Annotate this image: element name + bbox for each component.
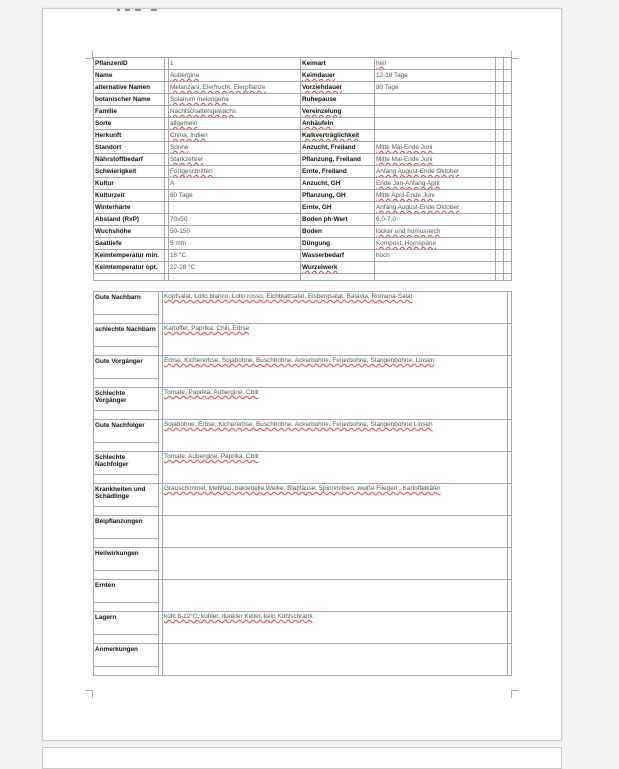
spacer-cell [508, 548, 512, 580]
property-row [94, 154, 512, 166]
property-row [94, 238, 512, 250]
note-row [94, 548, 512, 571]
property-label[interactable]: alternative Namen [94, 82, 165, 94]
note-value[interactable]: Erbse, Kichererbse, Sojabohne, Buschbohne, Ackerbohne, Feuerbohne, Stangenbohne, Linsen [163, 356, 508, 388]
note-value[interactable] [163, 516, 508, 548]
property-value[interactable]: locker und humusreich [375, 226, 496, 238]
property-row [94, 262, 512, 274]
spacer-cell[interactable] [496, 58, 504, 70]
spacer-cell [94, 507, 159, 516]
property-label[interactable]: Ernte, GH [301, 202, 375, 214]
note-label[interactable]: Krankheiten und Schädlinge [94, 484, 159, 507]
spacer-cell [169, 274, 301, 281]
ruler-mark [125, 9, 130, 11]
spacer-cell[interactable] [496, 154, 504, 166]
note-value[interactable]: Kartoffel, Paprika, Chili, Erbse [163, 324, 508, 356]
property-value[interactable] [375, 94, 496, 106]
property-label[interactable]: Vorziehdauer [301, 82, 375, 94]
spacer-cell[interactable] [504, 70, 512, 82]
note-value[interactable]: Sojabohne, Erbse, Kichererbse, Buschbohne, Ackerbohne, Feuerbohne, Stangenbohne Linsen [163, 420, 508, 452]
spacer-cell [508, 580, 512, 612]
spacer-cell [94, 315, 159, 324]
property-value[interactable]: Anfang August-Ende Oktober [375, 202, 496, 214]
spacer-cell [508, 452, 512, 484]
note-label[interactable]: schlechte Nachbarn [94, 324, 159, 347]
property-label[interactable]: Boden ph-Wert [301, 214, 375, 226]
spacer-cell [508, 516, 512, 548]
spacer-cell[interactable] [504, 238, 512, 250]
property-value[interactable]: 6,0-7,0 [375, 214, 496, 226]
property-row [94, 82, 512, 94]
property-label[interactable]: Keimdauer [301, 70, 375, 82]
property-value[interactable]: Melanzani, Eierfrucht, Eierpflanze [169, 82, 301, 94]
note-value[interactable] [163, 548, 508, 580]
spacer-cell [508, 612, 512, 644]
property-label[interactable]: Pflanzung, GH [301, 190, 375, 202]
property-value[interactable]: Fortgeschritten [169, 166, 301, 178]
spacer-cell[interactable] [496, 94, 504, 106]
property-row [94, 166, 512, 178]
property-label[interactable]: Ruhepause [301, 94, 375, 106]
plant-notes-table [93, 291, 512, 676]
document-page [42, 8, 562, 741]
property-label[interactable]: Name [94, 70, 165, 82]
property-value[interactable]: Aubergine [169, 70, 301, 82]
spacer-cell[interactable] [496, 166, 504, 178]
property-value[interactable] [169, 202, 301, 214]
empty-row [94, 274, 512, 281]
note-row [94, 452, 512, 475]
property-label[interactable]: Düngung [301, 238, 375, 250]
note-value[interactable]: Tomate, Paprika, Aubergine, Chili [163, 388, 508, 420]
spacer-cell [94, 411, 159, 420]
crop-mark [511, 690, 519, 698]
spacer-cell [94, 635, 159, 644]
note-value[interactable] [163, 644, 508, 676]
spacer-cell[interactable] [496, 178, 504, 190]
property-value[interactable]: Mitte April-Ende Juni [375, 190, 496, 202]
spacer-cell[interactable] [504, 262, 512, 274]
property-label[interactable]: Keimtemperatur opt. [94, 262, 165, 274]
property-row [94, 190, 512, 202]
property-row [94, 94, 512, 106]
note-label[interactable]: Heilwirkungen [94, 548, 159, 571]
property-label[interactable]: Kulturzeit [94, 190, 165, 202]
note-label[interactable]: Lagern [94, 612, 159, 635]
spacer-cell [508, 292, 512, 324]
property-label[interactable]: Sorte [94, 118, 165, 130]
note-row [94, 516, 512, 539]
spacer-cell[interactable] [504, 226, 512, 238]
spacer-cell[interactable] [504, 202, 512, 214]
property-row [94, 142, 512, 154]
property-label[interactable]: Schwierigkeit [94, 166, 165, 178]
spacer-cell[interactable] [496, 190, 504, 202]
property-value[interactable]: 80 Tage [169, 190, 301, 202]
property-row [94, 250, 512, 262]
property-value[interactable] [375, 130, 496, 142]
note-row [94, 484, 512, 507]
property-label[interactable]: Nährstoffbedarf [94, 154, 165, 166]
property-label[interactable]: Kalkverträglichkeit [301, 130, 375, 142]
note-row [94, 356, 512, 379]
property-label[interactable]: Vereinzelung [301, 106, 375, 118]
property-label[interactable]: Standort [94, 142, 165, 154]
spacer-cell [508, 356, 512, 388]
property-label[interactable]: Familie [94, 106, 165, 118]
note-value[interactable]: Kopfsalat, Lollo bianco, Lollo rosso, Eichblattsalat, Eisbergsalat, Batavia, Romana-Salat [163, 292, 508, 324]
property-value[interactable]: 50-150 [169, 226, 301, 238]
note-label[interactable]: Schlechte Vorgänger [94, 388, 159, 411]
property-row [94, 178, 512, 190]
note-label[interactable]: Schlechte Nachfolger [94, 452, 159, 475]
property-label[interactable]: Abstand (RxP) [94, 214, 165, 226]
spacer-cell [94, 571, 159, 580]
property-label[interactable]: Wasserbedarf [301, 250, 375, 262]
spacer-cell [508, 644, 512, 676]
crop-mark [85, 51, 93, 59]
property-value[interactable]: 22-28 °C [169, 262, 301, 274]
property-value[interactable]: 12-18 Tage [375, 70, 496, 82]
property-value[interactable]: 5 mm [169, 238, 301, 250]
spacer-cell[interactable] [496, 262, 504, 274]
property-value[interactable]: Kompost, Hornspäne [375, 238, 496, 250]
property-value[interactable]: hoch [375, 250, 496, 262]
spacer-cell [508, 420, 512, 452]
crop-mark [511, 51, 519, 59]
property-label[interactable]: PflanzenID [94, 58, 165, 70]
spacer-cell[interactable] [496, 226, 504, 238]
property-label[interactable]: botanischer Name [94, 94, 165, 106]
spacer-cell[interactable] [504, 250, 512, 262]
note-label[interactable]: Gute Nachbarn [94, 292, 159, 315]
note-row [94, 644, 512, 667]
property-row [94, 130, 512, 142]
note-value[interactable]: kühl 8-12°C, kühler, dunkler Keller, kein Kühlschrank [163, 612, 508, 644]
property-value[interactable] [375, 262, 496, 274]
property-value[interactable]: 1 [169, 58, 301, 70]
property-label[interactable]: Wurzelwerk [301, 262, 375, 274]
note-label[interactable]: Gute Vorgänger [94, 356, 159, 379]
property-row [94, 118, 512, 130]
spacer-cell[interactable] [496, 82, 504, 94]
spacer-cell [504, 274, 512, 281]
note-label[interactable]: Gute Nachfolger [94, 420, 159, 443]
note-label[interactable]: Ernten [94, 580, 159, 603]
property-row [94, 202, 512, 214]
spacer-cell [94, 274, 165, 281]
spacer-cell[interactable] [496, 130, 504, 142]
property-label[interactable]: Anhäufeln [301, 118, 375, 130]
property-label[interactable]: Wuchshöhe [94, 226, 165, 238]
note-row [94, 388, 512, 411]
property-label[interactable]: Pflanzung, Freiland [301, 154, 375, 166]
spacer-cell[interactable] [504, 118, 512, 130]
property-value[interactable]: Sonne [169, 142, 301, 154]
property-row [94, 214, 512, 226]
spacer-cell[interactable] [504, 130, 512, 142]
property-value[interactable]: Mitte Mai-Ende Juni [375, 154, 496, 166]
spacer-cell[interactable] [504, 82, 512, 94]
note-row [94, 324, 512, 347]
next-page [42, 747, 562, 769]
property-label[interactable]: Saattiefe [94, 238, 165, 250]
property-row [94, 226, 512, 238]
note-value[interactable]: Tomate, Aubergine, Paprika, Chili [163, 452, 508, 484]
spacer-cell[interactable] [504, 190, 512, 202]
ruler-mark [117, 9, 120, 11]
spacer-cell[interactable] [496, 142, 504, 154]
note-row [94, 420, 512, 443]
property-value[interactable] [375, 106, 496, 118]
property-label[interactable]: Boden [301, 226, 375, 238]
spacer-cell [375, 274, 496, 281]
property-value[interactable]: Starkzehrer [169, 154, 301, 166]
note-row [94, 612, 512, 635]
spacer-cell[interactable] [504, 106, 512, 118]
property-value[interactable]: Anfang August-Ende Oktober [375, 166, 496, 178]
spacer-cell[interactable] [496, 238, 504, 250]
plant-properties-table [93, 57, 512, 281]
spacer-cell [94, 667, 159, 676]
spacer-cell[interactable] [496, 250, 504, 262]
spacer-cell[interactable] [504, 142, 512, 154]
property-label[interactable]: Keimart [301, 58, 375, 70]
spacer-cell [508, 388, 512, 420]
property-value[interactable]: Ende Jan-Anfang April [375, 178, 496, 190]
property-label[interactable]: Keimtemperatur min. [94, 250, 165, 262]
property-value[interactable]: hell [375, 58, 496, 70]
spacer-cell[interactable] [496, 202, 504, 214]
spacer-cell [94, 443, 159, 452]
note-row [94, 292, 512, 315]
property-label[interactable]: Kultur [94, 178, 165, 190]
spacer-cell [94, 603, 159, 612]
spacer-cell [508, 484, 512, 516]
property-value[interactable]: allgemein [169, 118, 301, 130]
property-label[interactable]: Winterhärte [94, 202, 165, 214]
note-value[interactable] [163, 580, 508, 612]
property-value[interactable]: Nachtschattengewächs [169, 106, 301, 118]
ruler-mark [151, 9, 157, 11]
property-value[interactable]: Mitte Mai-Ende Juni [375, 142, 496, 154]
note-value[interactable]: Grauschimmel, Mehltau, bakterielle Welke, Blattläuse, Spinnmilben, weiße Fliegen , Kartoffelkäfer [163, 484, 508, 516]
property-value[interactable]: 18 °C [169, 250, 301, 262]
property-label[interactable]: Herkunft [94, 130, 165, 142]
spacer-cell [301, 274, 375, 281]
spacer-cell[interactable] [496, 70, 504, 82]
spacer-cell[interactable] [496, 118, 504, 130]
crop-mark [85, 690, 93, 698]
property-label[interactable]: Anzucht, Freiland [301, 142, 375, 154]
ruler-mark [135, 9, 141, 11]
spacer-cell[interactable] [504, 178, 512, 190]
property-value[interactable]: 80 Tage [375, 82, 496, 94]
spacer-cell [496, 274, 504, 281]
spacer-cell[interactable] [504, 154, 512, 166]
property-label[interactable]: Anzucht, GH [301, 178, 375, 190]
spacer-cell[interactable] [504, 166, 512, 178]
spacer-cell[interactable] [504, 58, 512, 70]
spacer-cell[interactable] [504, 94, 512, 106]
spacer-cell [94, 347, 159, 356]
property-value[interactable]: A [169, 178, 301, 190]
spacer-cell [94, 539, 159, 548]
spacer-cell [94, 379, 159, 388]
property-value[interactable]: China, Indien [169, 130, 301, 142]
note-row [94, 580, 512, 603]
spacer-cell[interactable] [504, 214, 512, 226]
property-row [94, 106, 512, 118]
spacer-cell[interactable] [496, 214, 504, 226]
property-value[interactable]: Solanum melongena [169, 94, 301, 106]
property-value[interactable]: 70x50 [169, 214, 301, 226]
property-value[interactable] [375, 118, 496, 130]
property-row [94, 70, 512, 82]
note-label[interactable]: Anmerkungen [94, 644, 159, 667]
property-row [94, 58, 512, 70]
spacer-cell[interactable] [496, 106, 504, 118]
property-label[interactable]: Ernte, Freiland [301, 166, 375, 178]
spacer-cell [94, 475, 159, 484]
note-label[interactable]: Beipflanzungen [94, 516, 159, 539]
spacer-cell [508, 324, 512, 356]
